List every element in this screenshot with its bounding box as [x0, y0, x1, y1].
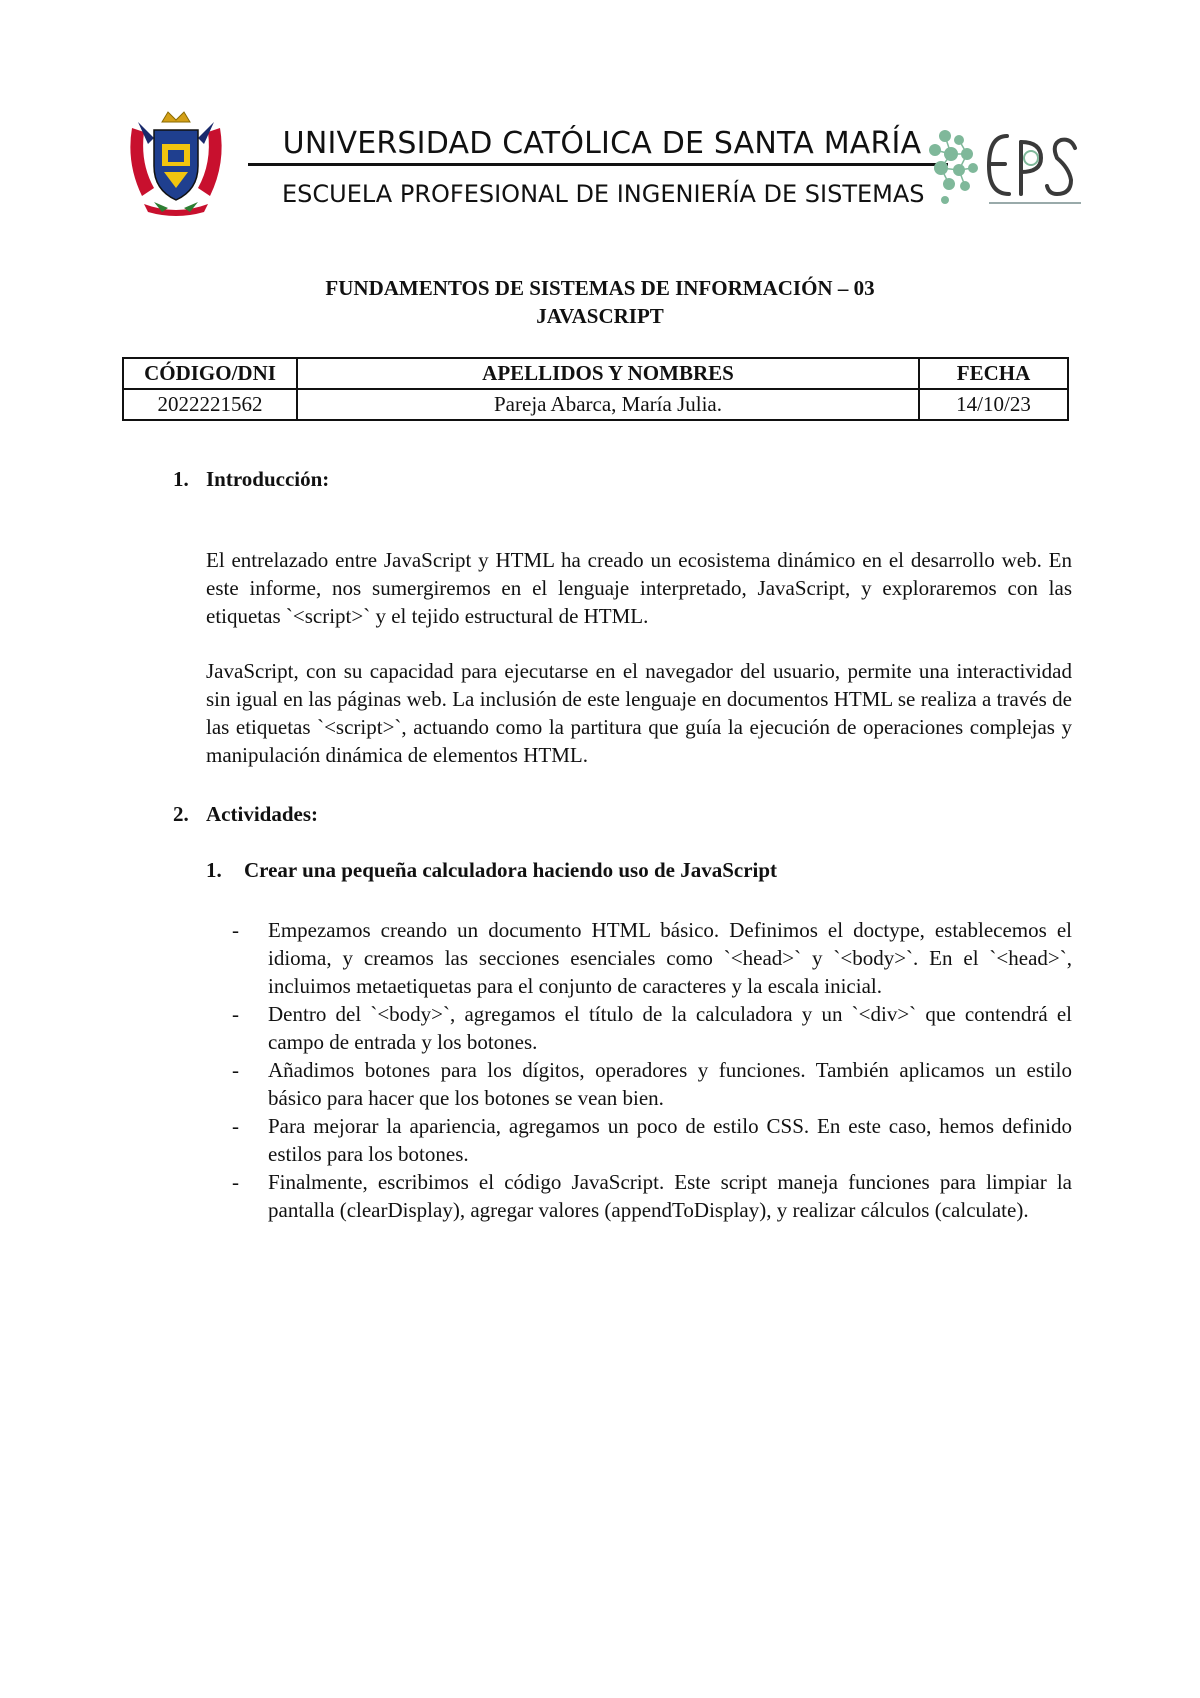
section-title: Introducción: [206, 467, 330, 491]
list-item [232, 916, 1072, 1000]
step-text: Empezamos creando un documento HTML básico. Definimos el doctype, establecemos el idioma, y creamos las secciones esenciales como `<head>` y `<body>`. En el `<head>`, incluimos metaetiquetas para el conjunto de caracteres y la escala inicial. [268, 918, 1072, 998]
table-header-cell: CÓDIGO/DNI [123, 358, 297, 389]
step-text: Dentro del `<body>`, agregamos el título de la calculadora y un `<div>` que contendrá el campo de entrada y los botones. [268, 1002, 1072, 1054]
document-subtitle: JAVASCRIPT [536, 304, 664, 328]
list-item [232, 1000, 1072, 1056]
intro-paragraph: JavaScript, con su capacidad para ejecutarse en el navegador del usuario, permite una interactividad sin igual en las páginas web. La inclusión de este lenguaje en documentos HTML se realiza a través de las etiquetas `<script>`, actuando como la partitura que guía la ejecución de operaciones complejas y manipulación dinámica de elementos HTML. [206, 659, 1072, 767]
list-dash: - [232, 1170, 239, 1194]
section-title: Actividades: [206, 802, 318, 826]
list-dash: - [232, 918, 239, 942]
university-crest-icon [124, 108, 228, 218]
epis-logo-icon [925, 128, 1085, 210]
section-number: 2. [173, 802, 189, 826]
table-row [123, 389, 1068, 420]
intro-paragraph: El entrelazado entre JavaScript y HTML ha creado un ecosistema dinámico en el desarrollo web. En este informe, nos sumergiremos en el lenguaje interpretado, JavaScript, y exploraremos con las etiquetas `<script>` y el tejido estructural de HTML. [206, 548, 1072, 628]
step-text: Finalmente, escribimos el código JavaScript. Este script maneja funciones para limpiar la pantalla (clearDisplay), agregar valores (appendToDisplay), y realizar cálculos (calculate). [268, 1170, 1072, 1222]
list-dash: - [232, 1058, 239, 1082]
section-number: 1. [173, 467, 189, 491]
table-header-row [123, 358, 1068, 389]
list-item [232, 1168, 1072, 1224]
list-dash: - [232, 1114, 239, 1138]
subsection-heading [206, 858, 777, 883]
student-code: 2022221562 [123, 389, 297, 420]
step-text: Añadimos botones para los dígitos, operadores y funciones. También aplicamos un estilo básico para hacer que los botones se vean bien. [268, 1058, 1072, 1110]
list-item [232, 1112, 1072, 1168]
document-title: FUNDAMENTOS DE SISTEMAS DE INFORMACIÓN – 03 [325, 276, 875, 300]
university-name: UNIVERSIDAD CATÓLICA DE SANTA MARÍA [282, 126, 922, 161]
subsection-title: Crear una pequeña calculadora haciendo uso de JavaScript [244, 858, 778, 882]
section-heading-introduction [173, 467, 329, 492]
list-dash: - [232, 1002, 239, 1026]
student-info-table [122, 357, 1069, 421]
step-text: Para mejorar la apariencia, agregamos un poco de estilo CSS. En este caso, hemos definido estilos para los botones. [268, 1114, 1072, 1166]
table-header-cell: APELLIDOS Y NOMBRES [297, 358, 919, 389]
student-name: Pareja Abarca, María Julia. [297, 389, 919, 420]
steps-list [232, 916, 1072, 1224]
report-date: 14/10/23 [919, 389, 1068, 420]
header-divider [248, 163, 948, 166]
subsection-number: 1. [206, 858, 222, 882]
table-header-cell: FECHA [919, 358, 1068, 389]
list-item [232, 1056, 1072, 1112]
section-heading-activities [173, 802, 318, 827]
school-name: ESCUELA PROFESIONAL DE INGENIERÍA DE SISTEMAS [282, 180, 925, 208]
